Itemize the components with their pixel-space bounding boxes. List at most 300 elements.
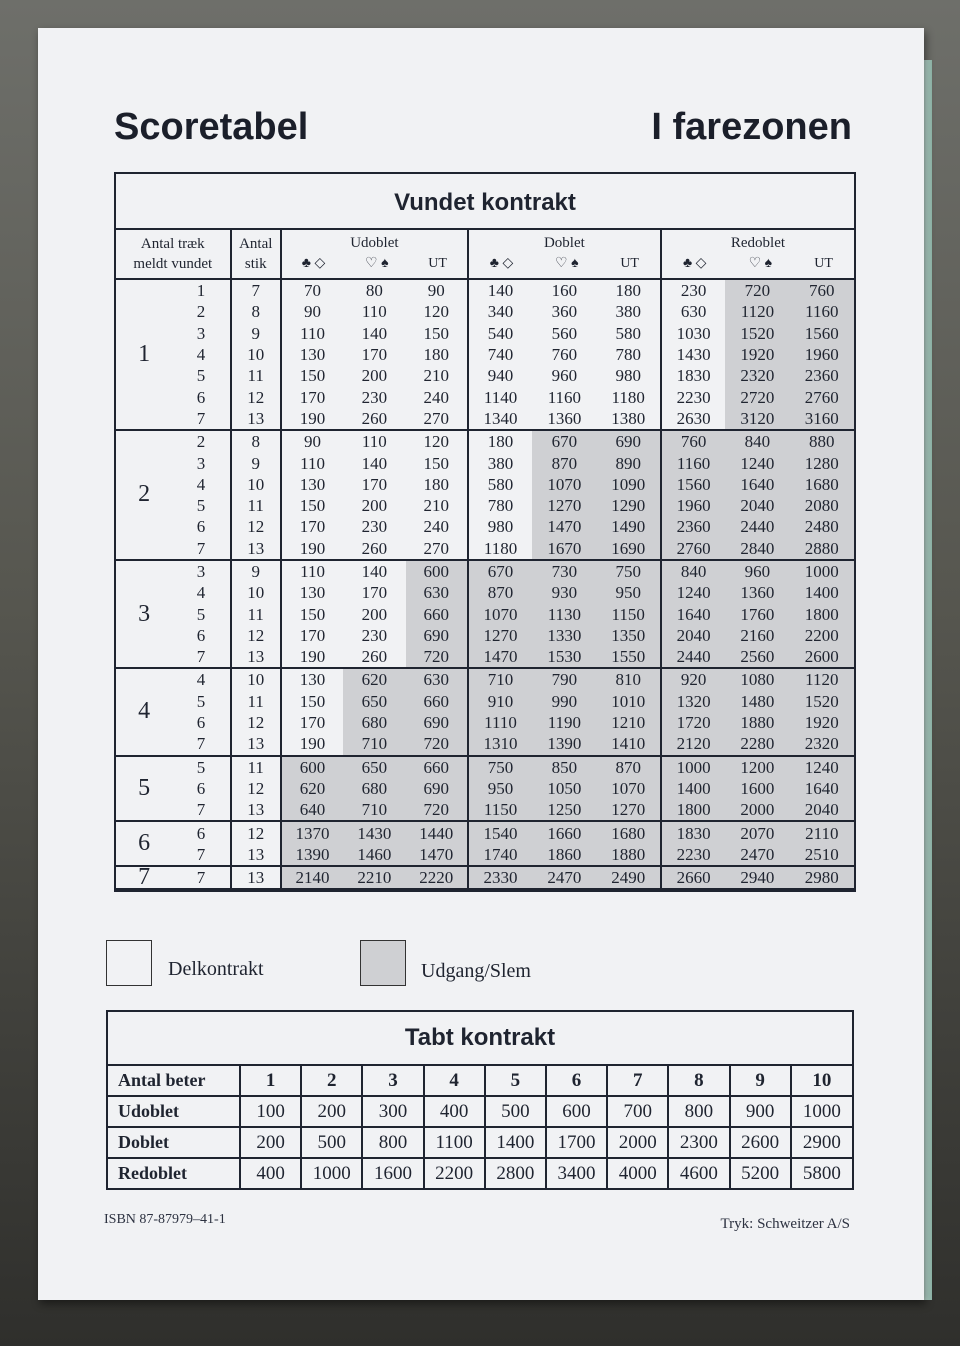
won-score-rows: [116, 279, 854, 889]
tricks-made: 5: [172, 365, 230, 386]
tricks-count: 12: [231, 625, 281, 646]
undertricks-count: 5: [485, 1066, 546, 1096]
score-cell: 2470: [532, 866, 596, 889]
score-cell: 2280: [725, 733, 789, 755]
score-cell: 1050: [532, 778, 596, 799]
penalty-cell: 2600: [730, 1127, 791, 1158]
score-cell: 1390: [532, 733, 596, 755]
penalty-cell: 2200: [424, 1158, 485, 1188]
penalty-cell: 100: [240, 1096, 301, 1127]
penalty-cell: 5800: [791, 1158, 852, 1188]
score-cell: 1000: [661, 756, 725, 778]
score-cell: 1240: [790, 756, 854, 778]
tricks-count: 8: [231, 301, 281, 322]
group-label: Udoblet: [350, 235, 399, 251]
score-cell: 2760: [661, 538, 725, 560]
score-cell: 1240: [725, 452, 789, 473]
score-cell: 660: [406, 603, 468, 624]
tricks-made: 6: [172, 778, 230, 799]
score-cell: 130: [299, 345, 326, 365]
score-cell: 70: [304, 281, 322, 301]
score-cell: 110: [300, 453, 325, 473]
level-bid: 3: [116, 560, 172, 668]
tricks-count: 12: [231, 516, 281, 537]
header-stik-label: stik: [244, 256, 267, 272]
score-cell: 660: [406, 691, 468, 712]
tricks-count: 13: [231, 646, 281, 668]
tricks-made: 6: [172, 516, 230, 537]
score-cell: 150: [406, 323, 468, 344]
level-bid: 4: [116, 668, 172, 755]
score-cell: 1740: [468, 844, 532, 866]
score-cell: 170: [299, 625, 326, 645]
score-cell: 680: [343, 778, 405, 799]
score-cell: 190: [281, 646, 343, 668]
score-cell: 180: [406, 474, 468, 495]
score-cell: 1530: [532, 646, 596, 668]
score-cell: 360: [551, 302, 578, 322]
penalty-cell: 2900: [791, 1127, 852, 1158]
score-cell: 710: [343, 799, 405, 821]
tricks-count: 13: [231, 844, 281, 866]
score-row: [116, 560, 854, 582]
score-cell: 2140: [281, 866, 343, 889]
tricks-count: 9: [231, 452, 281, 473]
score-cell: 580: [597, 323, 661, 344]
score-cell: 930: [532, 582, 596, 603]
tricks-made: 7: [172, 646, 230, 668]
score-cell: 1920: [725, 344, 789, 365]
score-cell: 2600: [790, 646, 854, 668]
score-row: [116, 646, 854, 668]
score-row: [116, 733, 854, 755]
score-cell: 3120: [725, 408, 789, 430]
score-cell: 1680: [790, 474, 854, 495]
tricks-made: 7: [172, 408, 230, 430]
score-row: [116, 582, 854, 603]
score-cell: 2110: [790, 821, 854, 843]
score-cell: 980: [597, 365, 661, 386]
tricks-made: 5: [172, 495, 230, 516]
score-cell: 600: [281, 756, 343, 778]
score-cell: 810: [597, 668, 661, 690]
notrump-label: UT: [814, 256, 833, 271]
score-cell: 1270: [468, 625, 532, 646]
major-suits-icon: ♡ ♠: [748, 256, 773, 271]
undertricks-count: 4: [424, 1066, 485, 1096]
score-cell: 200: [361, 604, 388, 624]
penalty-cell: 900: [730, 1096, 791, 1127]
score-cell: 230: [361, 387, 388, 407]
score-cell: 850: [532, 756, 596, 778]
score-cell: 690: [406, 778, 468, 799]
score-cell: 240: [406, 516, 468, 537]
score-cell: 650: [343, 756, 405, 778]
header-tricks-bid-made: [116, 230, 231, 279]
score-cell: 2440: [661, 646, 725, 668]
score-cell: 1550: [597, 646, 661, 668]
tricks-made: 6: [172, 821, 230, 843]
score-cell: 1430: [343, 821, 405, 843]
score-cell: 1470: [406, 844, 468, 866]
score-cell: 1010: [597, 691, 661, 712]
score-cell: 540: [487, 323, 514, 343]
penalty-cell: 500: [485, 1096, 546, 1127]
score-cell: 870: [597, 756, 661, 778]
score-cell: 90: [304, 432, 322, 452]
tricks-count: 12: [231, 386, 281, 407]
tricks-made: 2: [172, 430, 230, 452]
score-cell: 2840: [725, 538, 789, 560]
score-cell: 2480: [790, 516, 854, 537]
penalty-cell: 300: [362, 1096, 423, 1127]
score-cell: 720: [725, 279, 789, 301]
score-cell: 120: [406, 430, 468, 452]
score-cell: 2510: [790, 844, 854, 866]
score-cell: 560: [551, 323, 578, 343]
score-cell: 1180: [597, 386, 661, 407]
score-cell: 660: [406, 756, 468, 778]
score-cell: 580: [487, 474, 514, 494]
score-cell: 1160: [547, 387, 582, 407]
score-cell: 140: [361, 562, 388, 581]
score-cell: 1430: [676, 345, 711, 365]
score-cell: 1270: [532, 495, 596, 516]
penalty-cell: 1700: [546, 1127, 607, 1158]
score-cell: 2360: [661, 516, 725, 537]
score-cell: 690: [406, 712, 468, 733]
score-cell: 2360: [790, 365, 854, 386]
score-cell: 1520: [790, 691, 854, 712]
score-cell: 2160: [725, 625, 789, 646]
penalty-cell: 3400: [546, 1158, 607, 1188]
undertricks-count: 8: [668, 1066, 729, 1096]
tricks-count: 12: [231, 821, 281, 843]
score-cell: 1290: [597, 495, 661, 516]
score-cell: 1690: [597, 538, 661, 560]
score-cell: 1720: [661, 712, 725, 733]
tricks-count: 13: [231, 408, 281, 430]
tricks-count: 10: [231, 582, 281, 603]
score-cell: 150: [299, 366, 326, 386]
legend-partial-swatch: [106, 940, 152, 986]
score-cell: 260: [343, 646, 405, 668]
score-cell: 1360: [532, 408, 596, 430]
tricks-count: 13: [231, 538, 281, 560]
penalty-cell: 4000: [607, 1158, 668, 1188]
undertricks-count: 7: [607, 1066, 668, 1096]
won-contract-table: [114, 172, 856, 892]
score-cell: 2940: [725, 866, 789, 889]
score-cell: 2000: [725, 799, 789, 821]
score-cell: 780: [597, 344, 661, 365]
penalty-cell: 600: [546, 1096, 607, 1127]
score-cell: 80: [365, 281, 383, 301]
score-cell: 140: [361, 453, 388, 473]
tricks-count: 12: [231, 712, 281, 733]
legend-game-label: Udgang/Slem: [421, 960, 531, 982]
score-cell: 170: [299, 517, 326, 537]
score-cell: 2630: [661, 408, 725, 430]
score-row: [116, 516, 854, 537]
score-cell: 210: [406, 495, 468, 516]
tricks-count: 11: [231, 691, 281, 712]
score-cell: 2490: [597, 866, 661, 889]
score-cell: 1800: [790, 603, 854, 624]
score-cell: 1560: [790, 323, 854, 344]
score-cell: 260: [343, 538, 405, 560]
score-cell: 1190: [532, 712, 596, 733]
score-cell: 1470: [532, 516, 596, 537]
score-cell: 1560: [661, 474, 725, 495]
score-cell: 1960: [790, 344, 854, 365]
score-cell: 630: [406, 668, 468, 690]
notrump-label: UT: [428, 256, 447, 271]
score-cell: 890: [597, 452, 661, 473]
penalty-cell: 500: [301, 1127, 362, 1158]
score-cell: 2040: [725, 495, 789, 516]
header-bid-made-label: meldt vundet: [133, 256, 213, 272]
score-cell: 1640: [790, 778, 854, 799]
penalty-cell: 200: [301, 1096, 362, 1127]
score-cell: 240: [406, 386, 468, 407]
score-cell: 140: [487, 281, 514, 301]
score-row: [116, 821, 854, 843]
score-cell: 170: [361, 583, 388, 603]
score-cell: 1210: [597, 712, 661, 733]
legend-game-swatch: [360, 940, 406, 986]
score-cell: 1380: [597, 408, 661, 430]
score-cell: 760: [661, 430, 725, 452]
score-cell: 720: [406, 799, 468, 821]
score-cell: 1520: [725, 323, 789, 344]
tricks-made: 4: [172, 668, 230, 690]
tricks-made: 1: [172, 279, 230, 301]
tricks-count: 10: [231, 668, 281, 690]
score-cell: 90: [406, 279, 468, 301]
score-cell: 270: [406, 538, 468, 560]
score-cell: 1670: [532, 538, 596, 560]
undertricks-count: 2: [301, 1066, 362, 1096]
score-cell: 110: [300, 562, 325, 581]
score-cell: 2120: [661, 733, 725, 755]
undertricks-count: 3: [362, 1066, 423, 1096]
tricks-count: 11: [231, 756, 281, 778]
score-cell: 870: [532, 452, 596, 473]
score-cell: 630: [680, 302, 707, 322]
penalty-cell: 400: [240, 1158, 301, 1188]
score-cell: 1880: [597, 844, 661, 866]
penalty-cell: 1000: [791, 1096, 852, 1127]
score-cell: 150: [299, 496, 326, 516]
tricks-made: 7: [172, 538, 230, 560]
lost-contract-table: [106, 1010, 854, 1190]
tricks-count: 11: [231, 365, 281, 386]
tricks-made: 6: [172, 625, 230, 646]
score-cell: 2230: [676, 387, 711, 407]
score-cell: 1250: [532, 799, 596, 821]
score-cell: 1030: [676, 323, 711, 343]
score-cell: 710: [468, 668, 532, 690]
score-cell: 1830: [661, 821, 725, 843]
lost-score-grid: [108, 1066, 852, 1188]
score-cell: 230: [680, 281, 707, 301]
header-tricks-count: [231, 230, 281, 279]
score-cell: 2210: [343, 866, 405, 889]
score-cell: 1830: [676, 366, 711, 386]
header-tricks-label: Antal træk: [140, 236, 205, 252]
score-cell: 600: [406, 560, 468, 582]
score-cell: 3160: [790, 408, 854, 430]
tricks-count: 13: [231, 799, 281, 821]
penalty-cell: 800: [668, 1096, 729, 1127]
score-cell: 180: [487, 432, 514, 452]
score-cell: 1340: [468, 408, 532, 430]
score-cell: 1370: [281, 821, 343, 843]
won-contract-heading: Vundet kontrakt: [116, 174, 854, 230]
score-cell: 1070: [597, 778, 661, 799]
score-cell: 1000: [790, 560, 854, 582]
score-cell: 170: [361, 474, 388, 494]
group-label: Redoblet: [730, 235, 786, 251]
score-cell: 1280: [790, 452, 854, 473]
level-bid: 1: [116, 279, 172, 430]
score-cell: 1240: [661, 582, 725, 603]
score-cell: 990: [532, 691, 596, 712]
score-cell: 200: [361, 496, 388, 516]
score-cell: 2330: [468, 866, 532, 889]
score-cell: 130: [299, 474, 326, 494]
score-cell: 160: [551, 281, 578, 301]
score-cell: 690: [406, 625, 468, 646]
legend-partial-label: Delkontrakt: [168, 958, 264, 980]
score-cell: 230: [361, 625, 388, 645]
score-cell: 870: [468, 582, 532, 603]
score-cell: 110: [361, 432, 387, 452]
penalty-cell: 800: [362, 1127, 423, 1158]
tricks-made: 3: [172, 452, 230, 473]
major-suits-icon: ♡ ♠: [365, 256, 389, 271]
score-cell: 1150: [468, 799, 532, 821]
penalty-cell: 4600: [668, 1158, 729, 1188]
tricks-count: 12: [231, 778, 281, 799]
score-cell: 840: [661, 560, 725, 582]
score-row: [116, 778, 854, 799]
score-cell: 620: [343, 668, 405, 690]
score-cell: 1540: [468, 821, 532, 843]
score-cell: 1680: [597, 821, 661, 843]
score-cell: 640: [281, 799, 343, 821]
score-cell: 780: [487, 496, 514, 516]
score-cell: 650: [343, 691, 405, 712]
lost-contract-heading: Tabt kontrakt: [108, 1012, 852, 1066]
penalty-cell: 1600: [362, 1158, 423, 1188]
notrump-label: UT: [620, 256, 639, 271]
tricks-made: 5: [172, 756, 230, 778]
minor-suits-icon: ♣ ◇: [489, 256, 514, 271]
score-cell: 1110: [468, 712, 532, 733]
vulnerability-title: I farezonen: [651, 106, 852, 148]
level-bid: 5: [116, 756, 172, 822]
score-row: [116, 301, 854, 322]
score-cell: 2200: [790, 625, 854, 646]
score-cell: 180: [597, 279, 661, 301]
score-cell: 710: [343, 733, 405, 755]
penalty-row-label: Doblet: [108, 1127, 240, 1158]
score-cell: 2220: [406, 866, 468, 889]
score-row: [116, 323, 854, 344]
score-cell: 230: [361, 517, 388, 537]
score-cell: 940: [487, 366, 514, 386]
score-cell: 210: [406, 365, 468, 386]
score-cell: 1360: [725, 582, 789, 603]
isbn-text: ISBN 87-87979–41-1: [104, 1212, 226, 1227]
score-cell: 1480: [725, 691, 789, 712]
score-cell: 690: [597, 430, 661, 452]
tricks-count: 10: [231, 344, 281, 365]
tricks-count: 13: [231, 866, 281, 889]
score-cell: 1310: [468, 733, 532, 755]
score-cell: 760: [551, 345, 578, 365]
score-cell: 960: [551, 366, 578, 386]
score-cell: 950: [597, 582, 661, 603]
score-cell: 750: [468, 756, 532, 778]
score-cell: 130: [299, 583, 326, 603]
tricks-made: 5: [172, 603, 230, 624]
undertricks-count: 6: [546, 1066, 607, 1096]
header-doubled: [468, 230, 661, 279]
tricks-count: 9: [231, 323, 281, 344]
score-cell: 2980: [790, 866, 854, 889]
tricks-made: 7: [172, 866, 230, 889]
score-cell: 2320: [790, 733, 854, 755]
tricks-made: 5: [172, 691, 230, 712]
page-title: Scoretabel: [114, 106, 309, 148]
undertricks-count: 9: [730, 1066, 791, 1096]
score-row: [116, 668, 854, 690]
score-cell: 1860: [532, 844, 596, 866]
score-cell: 910: [468, 691, 532, 712]
score-cell: 150: [299, 604, 326, 624]
score-cell: 170: [361, 345, 388, 365]
tricks-made: 3: [172, 560, 230, 582]
tricks-made: 2: [172, 301, 230, 322]
score-cell: 1160: [790, 301, 854, 322]
score-cell: 2070: [725, 821, 789, 843]
score-cell: 880: [790, 430, 854, 452]
score-cell: 1960: [661, 495, 725, 516]
score-row: [116, 279, 854, 301]
score-cell: 190: [281, 538, 343, 560]
penalty-row: [108, 1158, 852, 1188]
header-redoubled: [661, 230, 854, 279]
score-cell: 1350: [597, 625, 661, 646]
score-cell: 760: [790, 279, 854, 301]
score-cell: 2040: [661, 625, 725, 646]
score-cell: 1180: [468, 538, 532, 560]
penalty-cell: 1100: [424, 1127, 485, 1158]
tricks-count: 13: [231, 733, 281, 755]
tricks-made: 3: [172, 323, 230, 344]
score-cell: 1320: [661, 691, 725, 712]
tricks-made: 4: [172, 344, 230, 365]
score-cell: 90: [304, 302, 322, 322]
score-cell: 2080: [790, 495, 854, 516]
score-cell: 2230: [661, 844, 725, 866]
score-cell: 1080: [725, 668, 789, 690]
penalty-cell: 700: [607, 1096, 668, 1127]
score-cell: 1070: [532, 474, 596, 495]
